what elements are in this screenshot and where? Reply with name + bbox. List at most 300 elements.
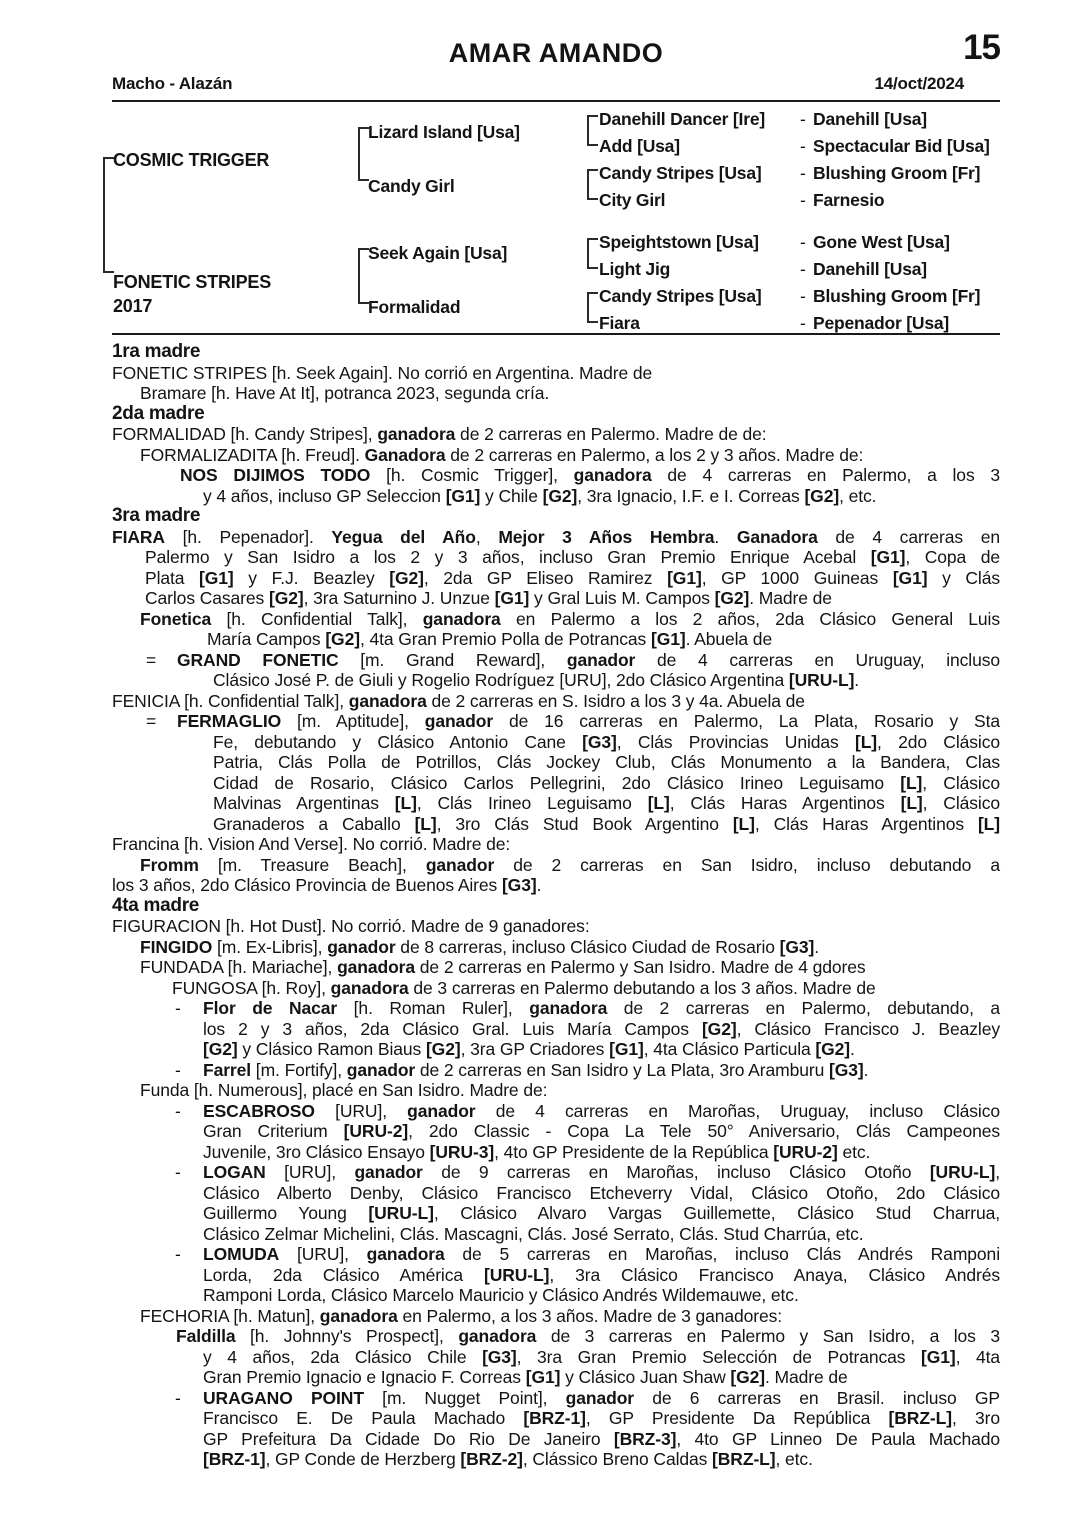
- text-segment: [m. Nugget Point],: [363, 1387, 566, 1408]
- text-segment: FONETIC STRIPES [h. Seek Again]. No corrió en Argentina. Madre de: [112, 362, 653, 383]
- pedigree-rule: [112, 333, 1000, 335]
- bold-text-segment: ESCABROSO: [203, 1100, 315, 1121]
- text-segment: de 9 carreras en Maroñas, incluso Clásico Otoño: [422, 1162, 930, 1182]
- pedigree-bracket-line: [358, 248, 369, 304]
- bold-text-segment: URAGANO POINT: [203, 1387, 364, 1408]
- bold-text-segment: [G2]: [701, 1018, 737, 1039]
- bold-text-segment: [L]: [854, 731, 878, 752]
- bold-text-segment: 3ra madre: [112, 505, 201, 526]
- pedigree-text-line: [112, 1224, 1000, 1245]
- bold-text-segment: [URU-L]: [929, 1162, 996, 1182]
- text-segment: [h. Johnny's Prospect],: [235, 1326, 459, 1346]
- bold-text-segment: FERMAGLIO: [177, 711, 282, 731]
- bold-text-segment: [G2]: [325, 629, 360, 649]
- pedigree-text-line: [112, 875, 1000, 896]
- text-segment: Funda [h. Numerous], placé en San Isidro. Madre de:: [140, 1080, 548, 1100]
- pedigree-text-line: [112, 957, 1000, 978]
- bold-text-segment: ganador: [565, 1387, 634, 1408]
- bold-text-segment: [G2]: [389, 567, 424, 588]
- bold-text-segment: ganador: [327, 936, 396, 957]
- bold-text-segment: ganadora: [422, 608, 501, 629]
- text-segment: Gran Criterium: [203, 1121, 344, 1141]
- bold-text-segment: [L]: [977, 813, 1000, 834]
- text-segment: , 2do Clásico: [877, 731, 1000, 752]
- text-segment: , 4ta Gran Premio Polla de Potrancas: [359, 629, 651, 649]
- text-segment: los 3 años, 2do Clásico Provincia de Buenos Aires: [112, 875, 502, 895]
- pedigree-text-line: [112, 1429, 1000, 1450]
- text-segment: , Clásico Alvaro Vargas Guillemette, Clásico Stud Charrua,: [433, 1203, 1000, 1223]
- pedigree-text-line: [112, 1306, 1000, 1327]
- text-segment: de 2 carreras en Palermo y San Isidro. Madre de 4 gdores: [415, 957, 866, 977]
- horse-name-title: AMAR AMANDO: [448, 38, 664, 68]
- text-segment: FECHORIA [h. Matun],: [140, 1305, 320, 1326]
- pedigree-text-line: [112, 445, 1000, 466]
- bold-text-segment: [G1]: [494, 588, 530, 608]
- bold-text-segment: [G3]: [582, 731, 617, 752]
- text-segment: de 2 carreras en S. Isidro a los 3 y 4a. Abuela de: [426, 690, 805, 711]
- pedigree-gen4-dash: -: [800, 259, 806, 279]
- pedigree-text-line: [112, 1203, 1000, 1224]
- pedigree-text-line: [112, 527, 1000, 548]
- pedigree-gen4-name: Spectacular Bid [Usa]: [813, 136, 990, 156]
- bold-text-segment: [G1]: [199, 567, 234, 588]
- text-segment: , 3ro: [951, 1408, 1000, 1428]
- bold-text-segment: FINGIDO: [140, 936, 213, 957]
- bold-text-segment: ganador: [424, 711, 494, 731]
- text-segment: ,: [475, 526, 499, 547]
- text-segment: de 5 carreras en Maroñas, incluso Clás Andrés Ramponi: [444, 1244, 1000, 1264]
- text-segment: , 4ta: [955, 1346, 1000, 1367]
- bold-text-segment: [G1]: [650, 629, 686, 649]
- bold-text-segment: [L]: [414, 813, 437, 834]
- text-segment: Clásico José P. de Giuli y Rogelio Rodríguez [URU], 2do Clásico Argentina: [213, 670, 789, 690]
- pedigree-text-line: [112, 937, 1000, 958]
- pedigree-gen3-name: Add [Usa]: [599, 136, 680, 156]
- bold-text-segment: Fonetica: [140, 608, 212, 629]
- pedigree-text-line: [112, 1244, 1000, 1265]
- pedigree-text-line: [112, 424, 1000, 445]
- dam-section-heading: [112, 896, 1000, 917]
- text-segment: FIGURACION [h. Hot Dust]. No corrió. Madre de 9 ganadores:: [112, 916, 590, 936]
- sibling-marker: -: [175, 1100, 181, 1121]
- pedigree-gen4-dash: -: [800, 136, 806, 156]
- dam-section-heading: [112, 404, 1000, 425]
- pedigree-text-line: [112, 1326, 1000, 1347]
- bold-text-segment: Mejor 3 Años Hembra: [498, 526, 715, 547]
- text-segment: , 4ta Clásico Particula: [643, 1039, 816, 1059]
- pedigree-text-line: [112, 670, 1000, 691]
- text-segment: de 3 carreras en Palermo y San Isidro, a los 3: [536, 1326, 1001, 1346]
- text-segment: de 2 carreras en Palermo. Madre de de:: [455, 424, 767, 444]
- text-segment: .: [714, 526, 737, 547]
- dam-section-heading: [112, 506, 1000, 527]
- pedigree-text-line: [112, 752, 1000, 773]
- text-segment: .: [863, 1059, 869, 1080]
- text-segment: los 2 y 3 años, 2da Clásico Gral. Luis María Campos: [203, 1018, 702, 1039]
- bold-text-segment: 2da madre: [112, 402, 205, 424]
- text-segment: .: [536, 875, 542, 895]
- pedigree-text-line: [112, 1039, 1000, 1060]
- pedigree-dam-year: 2017: [113, 296, 153, 316]
- text-segment: GP Prefeitura Da Cidade Do Rio De Janeiro: [203, 1428, 614, 1449]
- text-segment: [m. Treasure Beach],: [198, 854, 426, 875]
- text-segment: , GP Presidente Da República: [585, 1408, 889, 1428]
- text-segment: Ramponi Lorda, Clásico Marcelo Mauricio y Clásico Andrés Wildemauwe, etc.: [203, 1285, 799, 1305]
- pedigree-text-line: [112, 650, 1000, 671]
- text-segment: en Palermo, a los 3 años. Madre de 3 ganadores:: [397, 1305, 783, 1326]
- text-segment: [m. Fortify],: [251, 1059, 347, 1080]
- pedigree-text-line: [112, 1388, 1000, 1409]
- text-segment: , 3ra Saturnino J. Unzue: [303, 588, 495, 608]
- bold-text-segment: [URU-2]: [773, 1141, 838, 1162]
- text-segment: Clásico Zelmar Michelini, Clás. Mascagni, Clás. José Serrato, Clás. Stud Charrúa, etc.: [203, 1223, 864, 1244]
- text-segment: y Gral Luis M. Campos: [529, 588, 715, 608]
- pedigree-gen2-name: Formalidad: [368, 297, 461, 317]
- text-segment: y 4 años, 2da Clásico Chile: [203, 1346, 483, 1367]
- pedigree-text-line: [112, 568, 1000, 589]
- bold-text-segment: [G2]: [804, 485, 840, 506]
- pedigree-text-line: [112, 1449, 1000, 1470]
- text-segment: ,: [995, 1162, 1000, 1182]
- text-segment: , etc.: [839, 485, 877, 506]
- bold-text-segment: [G2]: [730, 1367, 766, 1387]
- sibling-marker: -: [175, 1244, 181, 1264]
- pedigree-text-line: [112, 1019, 1000, 1040]
- text-segment: . Madre de: [749, 588, 832, 608]
- pedigree-bracket-line: [587, 238, 598, 269]
- bold-text-segment: [G1]: [921, 1346, 956, 1367]
- sibling-marker: -: [175, 1162, 181, 1182]
- text-segment: .: [854, 670, 860, 690]
- text-segment: de 6 carreras en Brasil. incluso GP: [634, 1387, 1001, 1408]
- pedigree-text-line: [112, 1285, 1000, 1306]
- bold-text-segment: ganadora: [529, 998, 608, 1018]
- text-segment: , Copa de: [905, 547, 1000, 567]
- bold-text-segment: [G1]: [667, 567, 702, 588]
- pedigree-text-line: [112, 1183, 1000, 1204]
- text-segment: María Campos: [207, 629, 326, 649]
- bold-text-segment: [BRZ-L]: [712, 1449, 776, 1469]
- pedigree-bracket-line: [587, 292, 598, 323]
- pedigree-text-line: [112, 814, 1000, 835]
- bold-text-segment: [URU-L]: [368, 1203, 434, 1223]
- bold-text-segment: [URU-L]: [788, 670, 855, 690]
- text-segment: de 3 carreras en Palermo debutando a los 3 años. Madre de: [408, 977, 876, 998]
- pedigree-gen3-name: Candy Stripes [Usa]: [599, 286, 762, 306]
- text-segment: , 3ra Clásico Francisco Anaya, Clásico Andrés: [549, 1264, 1000, 1285]
- bold-text-segment: [L]: [900, 793, 923, 813]
- text-segment: en Palermo a los 2 años, 2da Clásico General Luis: [500, 608, 1000, 629]
- text-segment: Lorda, 2da Clásico América: [203, 1264, 484, 1285]
- text-segment: [URU],: [265, 1162, 355, 1182]
- text-segment: FENICIA [h. Confidential Talk],: [112, 690, 349, 711]
- text-segment: Fe, debutando y Clásico Antonio Cane: [213, 731, 583, 752]
- pedigree-gen4-dash: -: [800, 163, 806, 183]
- pedigree-text-line: [112, 998, 1000, 1019]
- bold-text-segment: [G1]: [870, 547, 906, 567]
- pedigree-dam-name: FONETIC STRIPES: [113, 272, 272, 292]
- text-segment: , 2da GP Eliseo Ramirez: [423, 567, 668, 588]
- bold-text-segment: ganador: [346, 1059, 416, 1080]
- text-segment: , 3ro Clás Stud Book Argentino: [436, 813, 733, 834]
- bold-text-segment: FIARA: [112, 526, 165, 547]
- bold-text-segment: Ganadora: [736, 526, 818, 547]
- bold-text-segment: [URU-2]: [343, 1121, 409, 1141]
- text-segment: [URU],: [279, 1244, 367, 1264]
- bold-text-segment: [URU-L]: [483, 1264, 550, 1285]
- text-segment: Carlos Casares: [145, 588, 269, 608]
- text-segment: Bramare [h. Have At It], potranca 2023, segunda cría.: [140, 383, 550, 403]
- bold-text-segment: [L]: [900, 772, 923, 793]
- text-segment: , 3ra Gran Premio Selección de Potrancas: [516, 1346, 921, 1367]
- text-segment: de 2 carreras en Palermo, debutando, a: [607, 998, 1001, 1018]
- bold-text-segment: [BRZ-L]: [888, 1408, 952, 1428]
- pedigree-gen4-dash: -: [800, 286, 806, 306]
- bold-text-segment: [G2]: [268, 588, 304, 608]
- text-segment: de 4 carreras en Maroñas, Uruguay, incluso Clásico: [475, 1100, 1000, 1121]
- text-segment: , Clás Haras Argentinos: [754, 813, 978, 834]
- pedigree-gen4-name: Pepenador [Usa]: [813, 313, 950, 333]
- bold-text-segment: [G3]: [501, 875, 537, 895]
- bold-text-segment: ganador: [425, 854, 495, 875]
- bold-text-segment: Fromm: [140, 854, 199, 875]
- text-segment: . Abuela de: [685, 629, 773, 649]
- date-label: 14/oct/2024: [874, 74, 964, 93]
- pedigree-text-line: [112, 1408, 1000, 1429]
- bold-text-segment: ganador: [354, 1162, 423, 1182]
- pedigree-gen2-name: Lizard Island [Usa]: [368, 122, 520, 142]
- text-segment: [URU],: [314, 1100, 408, 1121]
- text-segment: , Clássico Breno Caldas: [522, 1449, 713, 1469]
- pedigree-text-line: [112, 1142, 1000, 1163]
- text-segment: de 16 carreras en Palermo, La Plata, Rosario y Sta: [493, 711, 1000, 731]
- bold-text-segment: [G2]: [425, 1039, 461, 1059]
- text-segment: , 4to GP Presidente de la República: [494, 1141, 774, 1162]
- pedigree-gen4-name: Danehill [Usa]: [813, 109, 927, 129]
- text-segment: Palermo y San Isidro a los 2 y 3 años, incluso Gran Premio Enrique Acebal: [145, 547, 871, 567]
- pedigree-text-line: [112, 773, 1000, 794]
- bold-text-segment: [L]: [394, 793, 417, 813]
- text-segment: Juvenile, 3ro Clásico Ensayo: [203, 1141, 430, 1162]
- bold-text-segment: Yegua del Año: [331, 526, 476, 547]
- pedigree-text-line: [112, 916, 1000, 937]
- bold-text-segment: ganadora: [573, 465, 652, 485]
- text-segment: FORMALIZADITA [h. Freud].: [140, 444, 365, 465]
- pedigree-bracket-line: [358, 127, 369, 181]
- sibling-marker: -: [175, 1059, 181, 1080]
- bold-text-segment: 1ra madre: [112, 341, 201, 362]
- bold-text-segment: LOMUDA: [203, 1244, 280, 1264]
- sibling-marker: =: [146, 649, 157, 670]
- pedigree-text-line: [112, 1265, 1000, 1286]
- pedigree-gen3-name: City Girl: [599, 190, 666, 210]
- bold-text-segment: [URU-3]: [429, 1141, 495, 1162]
- pedigree-gen3-name: Light Jig: [599, 259, 671, 279]
- bold-text-segment: Ganadora: [364, 444, 446, 465]
- text-segment: , Clásico Francisco J. Beazley: [736, 1018, 1000, 1039]
- text-segment: .: [850, 1039, 855, 1059]
- text-segment: y F.J. Beazley: [233, 567, 390, 588]
- pedigree-bracket-line: [587, 115, 598, 146]
- text-segment: , 2do Classic - Copa La Tele 50° Aniversario, Clás Campeones: [408, 1121, 1000, 1141]
- pedigree-text-line: [112, 609, 1000, 630]
- pedigree-text-line: [112, 1367, 1000, 1388]
- text-segment: [h. Cosmic Trigger],: [370, 465, 574, 485]
- text-segment: y 4 años, incluso GP Seleccion: [203, 485, 446, 506]
- pedigree-text-line: [112, 1080, 1000, 1101]
- pedigree-bracket-line: [103, 157, 114, 273]
- pedigree-gen4-name: Gone West [Usa]: [813, 232, 950, 252]
- pedigree-gen4-dash: -: [800, 190, 806, 210]
- pedigree-gen3-name: Speightstown [Usa]: [599, 232, 759, 252]
- text-segment: Plata: [145, 567, 200, 588]
- bold-text-segment: [BRZ-2]: [460, 1449, 523, 1469]
- pedigree-gen3-name: Candy Stripes [Usa]: [599, 163, 762, 183]
- pedigree-text-line: [112, 1162, 1000, 1183]
- bold-text-segment: [G2]: [714, 588, 750, 608]
- text-segment: [h. Pepenador].: [164, 526, 332, 547]
- pedigree-gen4-name: Blushing Groom [Fr]: [813, 286, 981, 306]
- pedigree-gen4-name: Blushing Groom [Fr]: [813, 163, 981, 183]
- bold-text-segment: GRAND FONETIC: [177, 649, 339, 670]
- text-segment: , 3ra Ignacio, I.F. e I. Correas: [577, 485, 805, 506]
- pedigree-body-text: [112, 342, 1000, 1470]
- text-segment: [m. Aptitude],: [281, 711, 425, 731]
- pedigree-text-line: [112, 1121, 1000, 1142]
- pedigree-text-line: [112, 855, 1000, 876]
- bold-text-segment: [L]: [647, 793, 670, 813]
- text-segment: [h. Confidential Talk],: [211, 608, 423, 629]
- text-segment: , 3ra GP Criadores: [460, 1039, 610, 1059]
- pedigree-text-line: [112, 547, 1000, 568]
- text-segment: FUNGOSA [h. Roy],: [172, 977, 331, 998]
- pedigree-gen3-name: Danehill Dancer [Ire]: [599, 109, 765, 129]
- text-segment: , Clásico: [922, 772, 1000, 793]
- bold-text-segment: Faldilla: [176, 1326, 236, 1346]
- text-segment: y Chile: [480, 485, 543, 506]
- pedigree-gen4-name: Danehill [Usa]: [813, 259, 927, 279]
- pedigree-text-line: [112, 691, 1000, 712]
- bold-text-segment: [L]: [732, 813, 755, 834]
- pedigree-text-line: [112, 465, 1000, 486]
- bold-text-segment: LOGAN: [203, 1162, 266, 1182]
- text-segment: , Clás Irineo Leguisamo: [416, 793, 648, 813]
- bold-text-segment: [G2]: [203, 1039, 238, 1059]
- text-segment: .: [814, 936, 819, 957]
- text-segment: , Clás Provincias Unidas: [616, 731, 855, 752]
- text-segment: , Clásico: [922, 793, 1000, 813]
- bold-text-segment: ganadora: [366, 1244, 445, 1264]
- sibling-marker: -: [175, 998, 181, 1018]
- bold-text-segment: 4ta madre: [112, 894, 200, 916]
- dam-section-heading: [112, 342, 1000, 363]
- bold-text-segment: ganadora: [348, 690, 427, 711]
- text-segment: , Clás Haras Argentinos: [669, 793, 901, 813]
- bold-text-segment: [G1]: [445, 485, 481, 506]
- bold-text-segment: [G2]: [542, 485, 578, 506]
- text-segment: de 2 carreras en San Isidro, incluso debutando a: [494, 854, 1000, 875]
- text-segment: Guillermo Young: [203, 1203, 369, 1223]
- text-segment: , GP 1000 Guineas: [701, 567, 893, 588]
- bold-text-segment: [G1]: [609, 1039, 644, 1059]
- pedigree-text-line: [112, 1101, 1000, 1122]
- pedigree-text-line: [112, 486, 1000, 507]
- pedigree-gen4-dash: -: [800, 313, 806, 333]
- text-segment: Gran Premio Ignacio e Ignacio F. Correas: [203, 1367, 526, 1387]
- bold-text-segment: ganador: [407, 1100, 476, 1121]
- page-number: 15: [963, 28, 1000, 67]
- bold-text-segment: ganadora: [319, 1305, 398, 1326]
- bold-text-segment: [BRZ-1]: [203, 1449, 266, 1469]
- bold-text-segment: ganadora: [377, 424, 456, 444]
- text-segment: , etc.: [775, 1449, 813, 1469]
- text-segment: Francisco E. De Paula Machado: [203, 1408, 524, 1428]
- header-subrow: [112, 74, 1000, 94]
- text-segment: [h. Roman Ruler],: [337, 998, 530, 1018]
- pedigree-gen3-name: Fiara: [599, 313, 640, 333]
- text-segment: de 4 carreras en Palermo, a los 3: [651, 465, 1001, 485]
- bold-text-segment: Farrel: [203, 1059, 252, 1080]
- text-segment: y Clás: [927, 567, 1000, 588]
- pedigree-gen4-dash: -: [800, 232, 806, 252]
- text-segment: Clásico Alberto Denby, Clásico Francisco Etcheverry Vidal, Clásico Otoño, 2do Clásico: [203, 1182, 1000, 1203]
- text-segment: de 8 carreras, incluso Clásico Ciudad de Rosario: [395, 936, 780, 957]
- pedigree-text-line: [112, 363, 1000, 384]
- bold-text-segment: NOS DIJIMOS TODO: [180, 465, 371, 485]
- bold-text-segment: Flor de Nacar: [203, 998, 338, 1018]
- text-segment: de 2 carreras en San Isidro y La Plata, 3ro Aramburu: [415, 1059, 829, 1080]
- text-segment: de 2 carreras en Palermo, a los 2 y 3 años. Madre de:: [445, 444, 864, 465]
- sibling-marker: -: [175, 1387, 181, 1408]
- text-segment: Malvinas Argentinas: [213, 793, 395, 813]
- text-segment: Patria, Clás Polla de Potrillos, Clás Jockey Club, Clás Monumento a la Bandera, Clas: [213, 752, 1000, 772]
- pedigree-text-line: [112, 793, 1000, 814]
- pedigree-text-line: [112, 732, 1000, 753]
- bold-text-segment: [G1]: [525, 1367, 561, 1387]
- text-segment: . Madre de: [765, 1367, 848, 1387]
- bold-text-segment: [BRZ-3]: [613, 1428, 677, 1449]
- text-segment: FUNDADA [h. Mariache],: [140, 957, 338, 977]
- pedigree-gen2-name: Candy Girl: [368, 176, 455, 196]
- bold-text-segment: ganadora: [330, 977, 409, 998]
- pedigree-table: [112, 100, 1000, 333]
- text-segment: y Clásico Ramon Biaus: [237, 1039, 426, 1059]
- pedigree-sire-name: COSMIC TRIGGER: [113, 150, 270, 170]
- text-segment: , GP Conde de Herzberg: [265, 1449, 461, 1469]
- sex-coat-label: Macho - Alazán: [112, 74, 233, 93]
- pedigree-gen2-name: Seek Again [Usa]: [368, 243, 508, 263]
- text-segment: FORMALIDAD [h. Candy Stripes],: [112, 424, 378, 444]
- pedigree-text-line: [112, 383, 1000, 404]
- pedigree-text-line: [112, 629, 1000, 650]
- bold-text-segment: [G3]: [779, 936, 815, 957]
- sibling-marker: =: [146, 711, 157, 731]
- text-segment: Cidad de Rosario, Clásico Carlos Pellegrini, 2do Clásico Irineo Leguisamo: [213, 772, 901, 793]
- text-segment: etc.: [837, 1141, 871, 1162]
- text-segment: y Clásico Juan Shaw: [560, 1367, 731, 1387]
- text-segment: de 4 carreras en Uruguay, incluso: [635, 649, 1000, 670]
- pedigree-text-line: [112, 978, 1000, 999]
- text-segment: [m. Grand Reward],: [338, 649, 567, 670]
- bold-text-segment: [BRZ-1]: [523, 1408, 586, 1428]
- bold-text-segment: ganador: [566, 649, 636, 670]
- pedigree-gen4-dash: -: [800, 109, 806, 129]
- content-column: [112, 0, 1000, 1525]
- bold-text-segment: [G1]: [892, 567, 928, 588]
- pedigree-gen4-name: Farnesio: [813, 190, 885, 210]
- pedigree-text-line: [112, 1060, 1000, 1081]
- text-segment: , 4to GP Linneo De Paula Machado: [676, 1428, 1000, 1449]
